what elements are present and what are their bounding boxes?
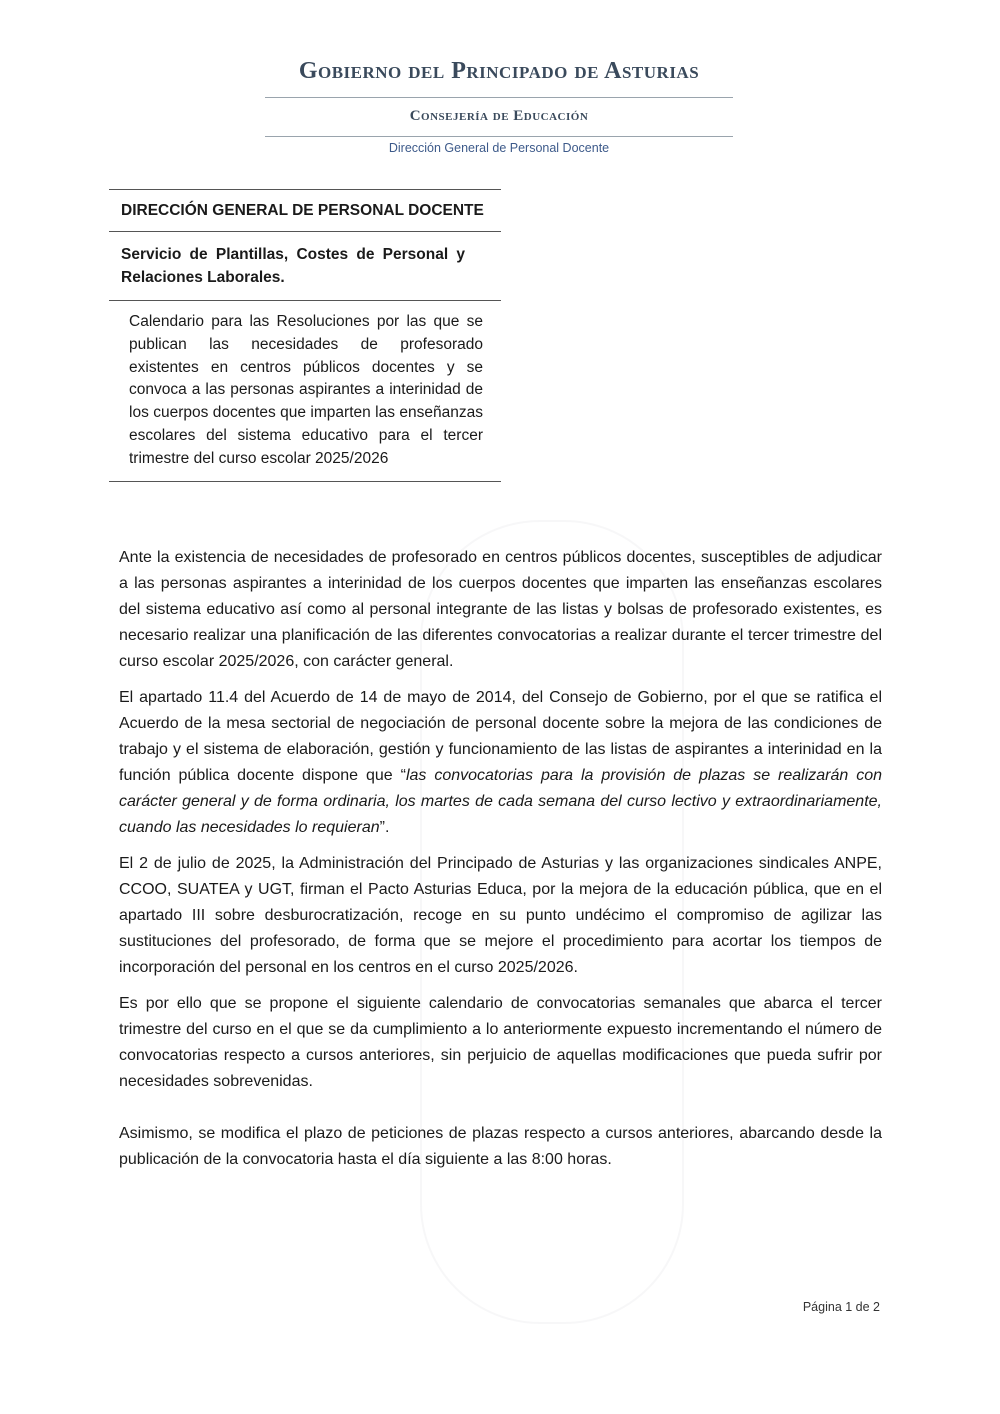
paragraph-1: Ante la existencia de necesidades de profesorado en centros públicos docentes, susceptibles de adjudicar a las personas aspirantes a interinidad de los cuerpos docentes que imparten las enseñanzas escolares del sistema educativo así como al personal integrante de las listas y bolsas de profesorado existentes, es necesario realizar una planificación de las diferentes convocatorias a realizar durante el tercer trimestre del curso escolar 2025/2026, con carácter general. bbox=[119, 549, 882, 670]
paragraph-2-quote: las convocatorias para la provisión de plazas se realizarán con carácter general y de forma ordinaria, los martes de cada semana del curso lectivo y extraordinariamente, cuando las necesidades lo requieran bbox=[119, 767, 882, 836]
info-box-heading-row bbox=[109, 189, 501, 231]
directorate-heading: DIRECCIÓN GENERAL DE PERSONAL DOCENTE bbox=[121, 202, 484, 219]
info-box-service-row bbox=[109, 231, 501, 300]
paragraph-3: El 2 de julio de 2025, la Administración del Principado de Asturias y las organizaciones sindicales ANPE, CCOO, SUATEA y UGT, firman el Pacto Asturias Educa, por la mejora de la educación pública, que en el apartado III sobre desburocratización, recoge en su punto undécimo el compromiso de agilizar las sustituciones del profesorado, de forma que se mejore el procedimiento para acortar los tiempos de incorporación del personal en los centros en el curso 2025/2026. bbox=[119, 855, 882, 976]
paragraph-5: Asimismo, se modifica el plazo de peticiones de plazas respecto a cursos anteriores, abarcando desde la publicación de la convocatoria hasta el día siguiente a las 8:00 horas. bbox=[119, 1125, 882, 1168]
paragraph-2 bbox=[119, 685, 882, 841]
paragraph-2-intro: El apartado 11.4 del Acuerdo de 14 de mayo de 2014, del Consejo de Gobierno, por el que se ratifica el Acuerdo de la mesa sectorial de negociación de personal docente sobre la mejora de las condiciones de trabajo y el sistema de elaboración, gestión y funcionamiento de las listas de aspirantes a interinidad en la función pública docente dispone que “ bbox=[119, 689, 882, 784]
directorate-subtitle: Dirección General de Personal Docente bbox=[388, 141, 610, 155]
document-body bbox=[119, 545, 882, 1183]
header-divider-top bbox=[265, 97, 733, 98]
document-subject: Calendario para las Resoluciones por las que se publican las necesidades de profesorado existentes en centros públicos docentes y se convoca a las personas aspirantes a interinidad de los cuerpos docentes que imparten las enseñanzas escolares del sistema educativo para el tercer trimestre del curso escolar 2025/2026 bbox=[129, 313, 483, 467]
government-title: Gobierno del Principado de Asturias bbox=[298, 58, 700, 84]
document-info-box bbox=[109, 189, 501, 482]
page-number: Página 1 de 2 bbox=[802, 1300, 880, 1314]
header-divider-bottom bbox=[265, 136, 733, 137]
department-name: Consejería de Educación bbox=[409, 108, 589, 124]
info-box-description-row bbox=[109, 300, 501, 482]
paragraph-2-close: ”. bbox=[379, 819, 390, 836]
paragraph-4: Es por ello que se propone el siguiente calendario de convocatorias semanales que abarca el tercer trimestre del curso en el que se da cumplimiento a lo anteriormente expuesto incrementando el número de convocatorias respecto a cursos anteriores, sin perjuicio de aquellas modificaciones que pueda sufrir por necesidades sobrevenidas. bbox=[119, 995, 882, 1090]
service-name: Servicio de Plantillas, Costes de Personal y Relaciones Laborales. bbox=[121, 246, 465, 286]
